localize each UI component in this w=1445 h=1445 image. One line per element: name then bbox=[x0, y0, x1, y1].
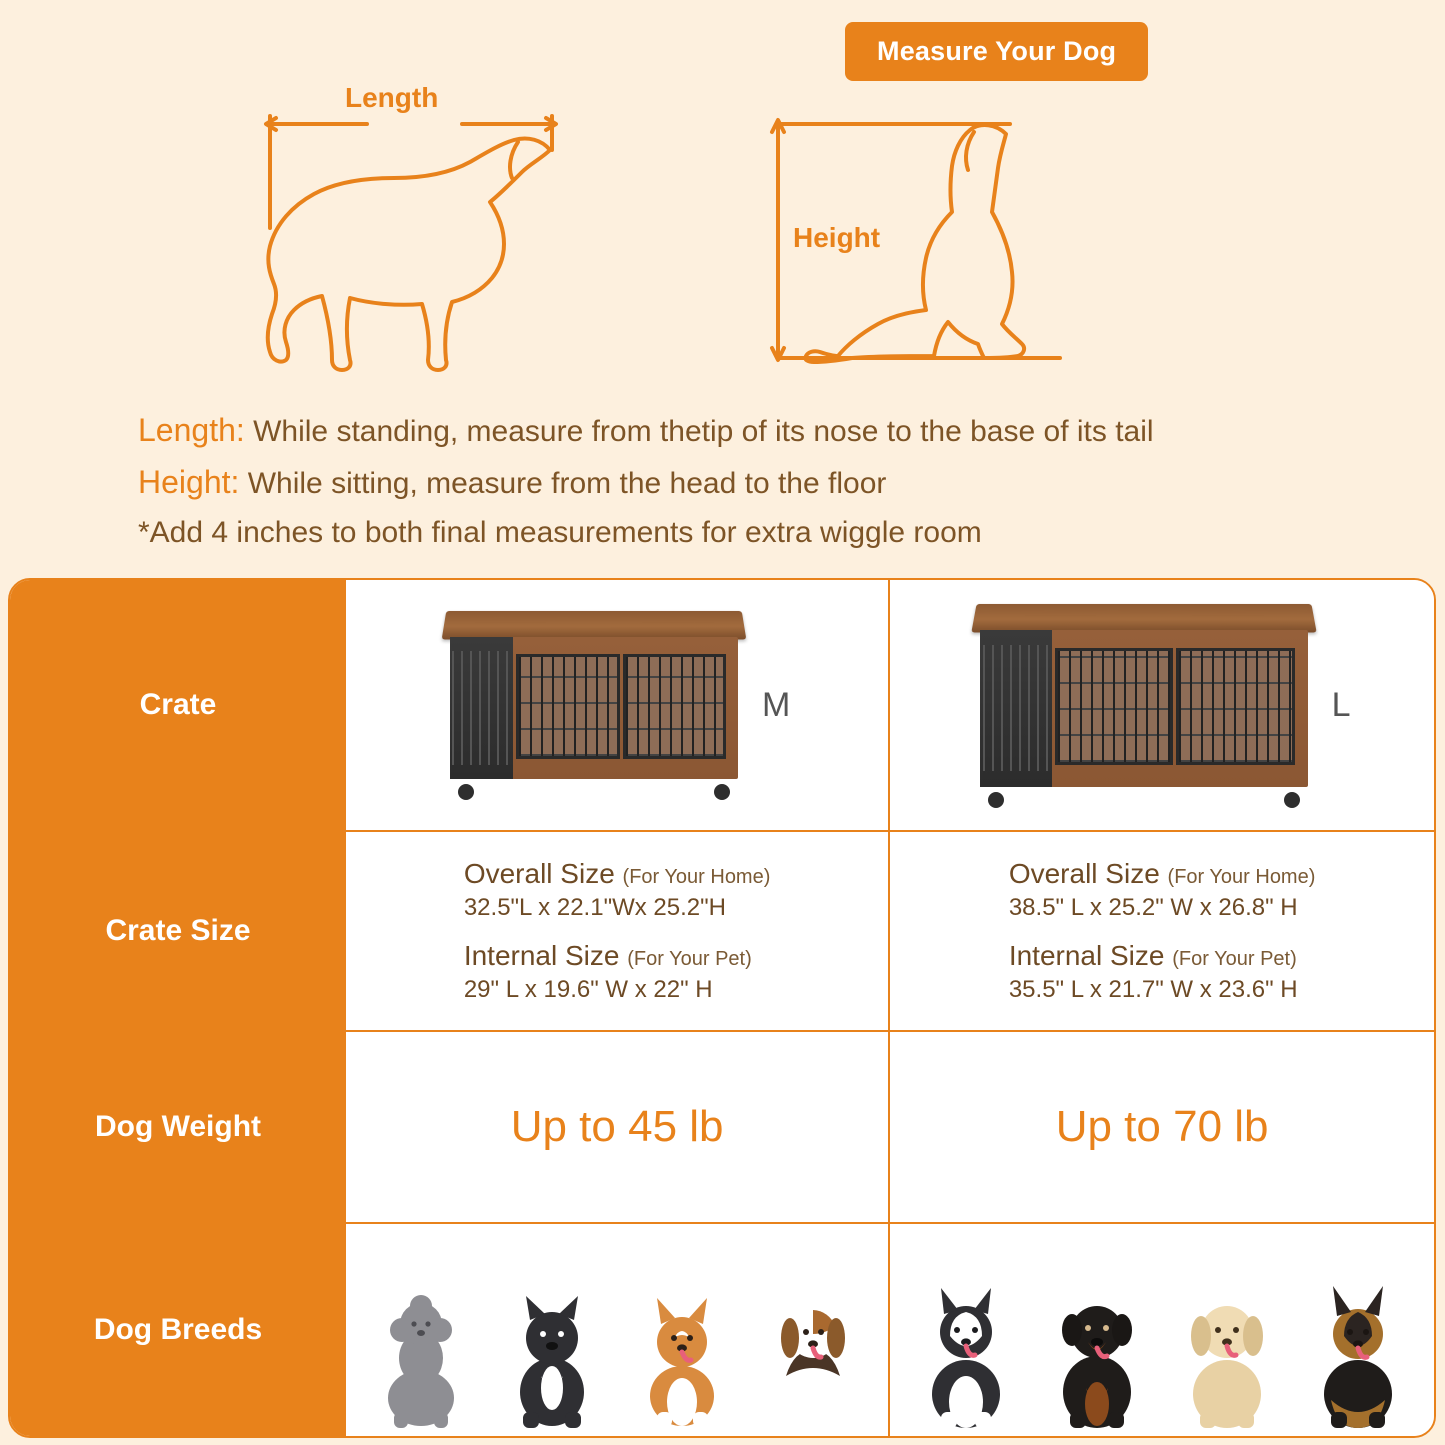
overall-size-heading-medium bbox=[464, 858, 771, 890]
overall-size-value-medium: 32.5"L x 22.1"Wx 25.2"H bbox=[463, 894, 726, 921]
internal-size-heading-large bbox=[1009, 940, 1316, 972]
row-label-crate-size: Crate Size bbox=[10, 832, 346, 1030]
size-comparison-table bbox=[8, 578, 1436, 1438]
table-row-crate-size bbox=[10, 832, 1434, 1032]
internal-size-subtext: (For Your Pet) bbox=[1172, 948, 1297, 970]
poodle-icon bbox=[366, 1280, 476, 1430]
crate-cell-large bbox=[890, 580, 1434, 830]
measure-your-dog-badge: Measure Your Dog bbox=[845, 22, 1148, 81]
crate-door-right bbox=[1176, 648, 1294, 764]
table-row-dog-breeds bbox=[10, 1224, 1434, 1436]
crate-top-panel bbox=[442, 611, 747, 640]
internal-size-subtext: (For Your Pet) bbox=[627, 948, 752, 970]
dog-weight-cell-medium bbox=[346, 1032, 890, 1222]
height-label: Height bbox=[793, 222, 881, 253]
crate-caster-left bbox=[458, 784, 474, 800]
crate-door-right bbox=[623, 654, 727, 759]
crate-body bbox=[980, 630, 1308, 787]
crate-size-letter-large: L bbox=[1331, 685, 1351, 724]
length-label: Length bbox=[345, 82, 439, 113]
overall-size-text: Overall Size bbox=[1008, 858, 1160, 889]
internal-size-heading-medium bbox=[464, 940, 771, 972]
length-instruction-text: While standing, measure from thetip of its nose to the base of its tail bbox=[244, 415, 1154, 448]
standing-dog-svg bbox=[232, 78, 592, 388]
dog-weight-value-medium: Up to 45 lb bbox=[510, 1102, 724, 1151]
height-instruction bbox=[138, 457, 1318, 509]
dog-breeds-cell-large bbox=[890, 1224, 1434, 1436]
husky-icon bbox=[911, 1280, 1021, 1430]
overall-size-text: Overall Size bbox=[463, 858, 615, 889]
crate-size-cell-medium bbox=[346, 832, 890, 1030]
dog-breeds-cell-medium bbox=[346, 1224, 890, 1436]
internal-size-text: Internal Size bbox=[463, 940, 620, 971]
crate-size-letter-medium: M bbox=[761, 685, 791, 724]
crate-side-grill bbox=[980, 630, 1052, 787]
length-instruction bbox=[138, 405, 1318, 457]
height-instruction-text: While sitting, measure from the head to the floor bbox=[239, 466, 887, 500]
row-label-dog-weight: Dog Weight bbox=[10, 1032, 346, 1222]
french-bulldog-icon bbox=[497, 1280, 607, 1430]
rottweiler-icon bbox=[1042, 1280, 1152, 1430]
corgi-icon bbox=[627, 1280, 737, 1430]
dog-weight-cell-large bbox=[890, 1032, 1434, 1222]
crate-caster-right bbox=[1284, 792, 1300, 808]
crate-caster-left bbox=[988, 792, 1004, 808]
overall-size-value-large: 38.5" L x 25.2" W x 26.8" H bbox=[1008, 894, 1298, 921]
crate-door-left bbox=[516, 654, 620, 759]
instructions-block bbox=[138, 405, 1318, 557]
height-instruction-key: Height: bbox=[138, 463, 240, 500]
crate-image-large bbox=[974, 603, 1314, 808]
crate-body bbox=[450, 637, 738, 779]
crate-cell-medium bbox=[346, 580, 890, 830]
length-instruction-key: Length: bbox=[138, 412, 245, 448]
dog-weight-value-large: Up to 70 lb bbox=[1055, 1102, 1269, 1151]
beagle-icon bbox=[758, 1280, 868, 1430]
crate-image-medium bbox=[444, 610, 744, 800]
overall-size-heading-large bbox=[1009, 858, 1316, 890]
internal-size-text: Internal Size bbox=[1008, 940, 1165, 971]
crate-caster-right bbox=[714, 784, 730, 800]
internal-size-value-large: 35.5" L x 21.7" W x 23.6" H bbox=[1008, 976, 1298, 1003]
crate-top-panel bbox=[971, 603, 1316, 632]
overall-size-subtext: (For Your Home) bbox=[622, 866, 771, 888]
row-label-dog-breeds: Dog Breeds bbox=[10, 1224, 346, 1436]
german-shepherd-icon bbox=[1303, 1280, 1413, 1430]
overall-size-subtext: (For Your Home) bbox=[1167, 866, 1316, 888]
internal-size-value-medium: 29" L x 19.6" W x 22" H bbox=[463, 976, 713, 1003]
table-row-dog-weight bbox=[10, 1032, 1434, 1224]
standing-dog-illustration bbox=[232, 78, 592, 388]
wiggle-room-note: *Add 4 inches to both final measurements for extra wiggle room bbox=[138, 515, 982, 549]
crate-size-cell-large bbox=[890, 832, 1434, 1030]
table-row-crate bbox=[10, 580, 1434, 832]
crate-door-left bbox=[1055, 648, 1173, 764]
crate-side-grill bbox=[450, 637, 513, 779]
golden-retriever-icon bbox=[1172, 1280, 1282, 1430]
row-label-crate: Crate bbox=[10, 580, 346, 830]
